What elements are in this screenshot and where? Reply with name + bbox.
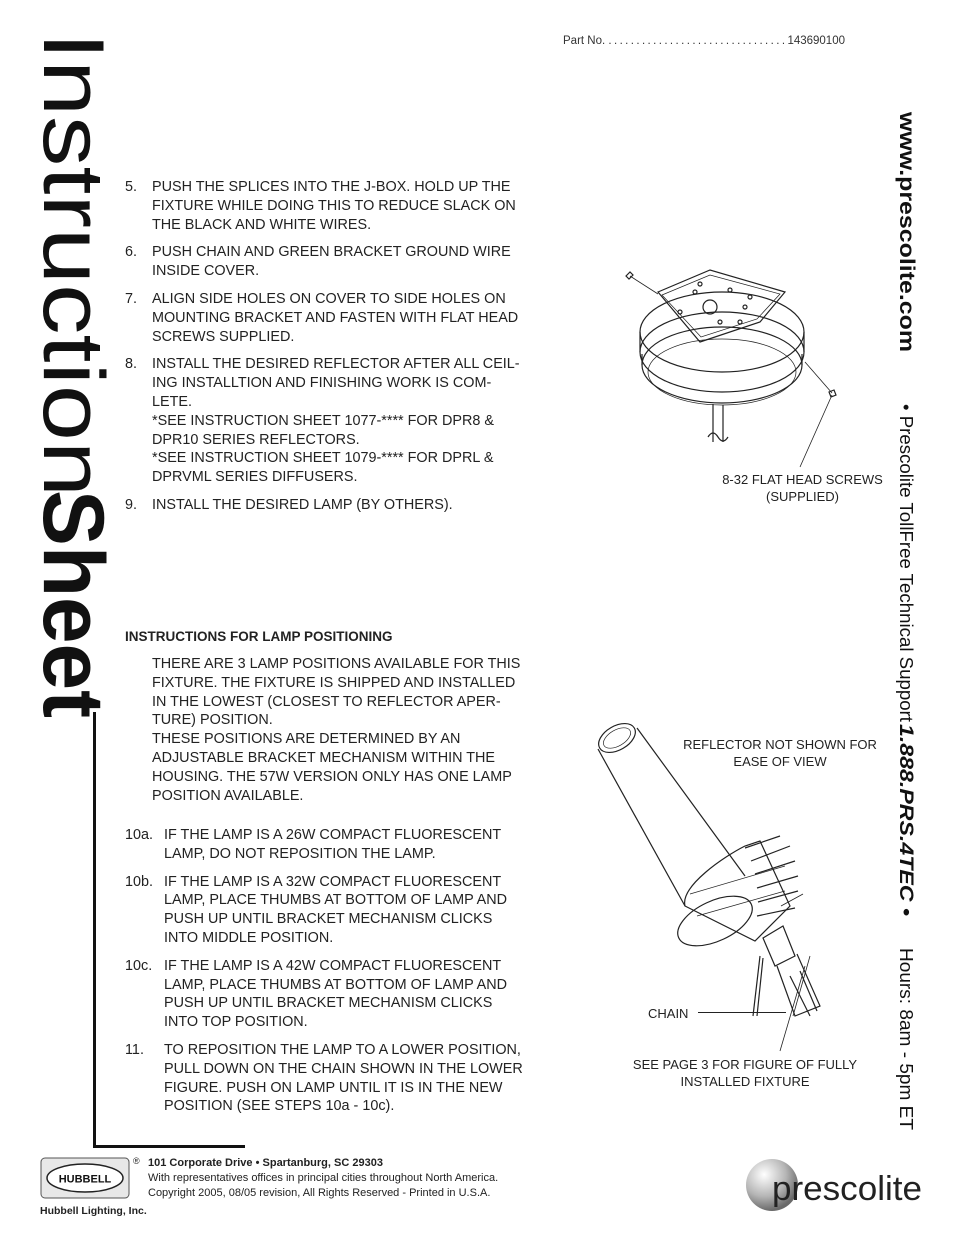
- section-heading: INSTRUCTIONS FOR LAMP POSITIONING: [125, 629, 393, 644]
- step-number: 8.: [125, 356, 138, 373]
- title-light: Instruction: [25, 32, 121, 429]
- company-address: 101 Corporate Drive • Spartanburg, SC 29303: [148, 1157, 383, 1169]
- title-vertical-rule: [93, 712, 96, 1148]
- representatives-text: With representatives offices in principal cities throughout North America.: [148, 1172, 499, 1184]
- contact-vertical: [893, 112, 938, 1132]
- svg-text:Sheet: [25, 490, 121, 725]
- support-prefix: • Prescolite TollFree Technical Support: [896, 404, 916, 711]
- screws-caption: 8-32 FLAT HEAD SCREWS (SUPPLIED): [722, 472, 883, 504]
- step-number: 10a.: [125, 827, 154, 843]
- svg-text:Instruction: [25, 32, 121, 497]
- list-item: [125, 178, 565, 234]
- list-item: [125, 826, 570, 864]
- registered-mark: ®: [133, 1156, 140, 1166]
- instruction-sheet-title: [18, 30, 121, 725]
- step-text: IF THE LAMP IS A 26W COMPACT FLUORESCENT LAMP, DO NOT REPOSITION THE LAMP.: [164, 827, 502, 862]
- step-number: 5.: [125, 179, 138, 195]
- reflector-caption: REFLECTOR NOT SHOWN FOR EASE OF VIEW: [683, 737, 877, 769]
- step-number: 7.: [125, 290, 138, 307]
- step-text: ALIGN SIDE HOLES ON COVER TO SIDE HOLES ON MOUNTING BRACKET AND FASTEN WITH FLAT HEAD SCREWS SUPPLIED.: [152, 290, 519, 345]
- step-number: 9.: [125, 496, 138, 513]
- list-item: [125, 873, 570, 948]
- list-item: [125, 957, 570, 1032]
- prescolite-logo-text: prescolite: [772, 1170, 922, 1208]
- step-number: 6.: [125, 244, 138, 261]
- phone-number: 1.888.PRS.4TEC •: [895, 724, 916, 882]
- lamp-steps-list: [125, 826, 570, 1125]
- housing-figure: [600, 262, 860, 467]
- part-number-line: [563, 35, 845, 47]
- prescolite-logo: [742, 1155, 932, 1219]
- list-item: [125, 355, 565, 487]
- step-text: IF THE LAMP IS A 42W COMPACT FLUORESCENT LAMP, PLACE THUMBS AT BOTTOM OF LAMP AND PUSH UP UNTIL BRACKET MECHANISM CLICKS INTO TOP POSITION.: [164, 957, 508, 1031]
- see-page-caption: SEE PAGE 3 FOR FIGURE OF FULLY INSTALLED FIXTURE: [632, 1057, 858, 1089]
- list-item: [125, 243, 565, 281]
- hours: Hours: 8am - 5pm ET: [896, 948, 916, 1121]
- list-item: [125, 1041, 570, 1116]
- step-text: INSTALL THE DESIRED LAMP (BY OTHERS).: [152, 496, 453, 513]
- title-horizontal-rule: [93, 1145, 245, 1148]
- step-text: IF THE LAMP IS A 32W COMPACT FLUORESCENT LAMP, PLACE THUMBS AT BOTTOM OF LAMP AND PUSH UP UNTIL BRACKET MECHANISM CLICKS INTO MIDDLE POSITION.: [164, 873, 508, 946]
- list-item: [125, 496, 565, 515]
- chain-label: CHAIN: [648, 1006, 689, 1021]
- steps-list: [125, 178, 565, 524]
- part-number: 143690100: [787, 35, 845, 47]
- step-number: 10b.: [125, 873, 154, 890]
- step-number: 10c.: [125, 957, 153, 974]
- chain-leader-line: [698, 1012, 786, 1013]
- step-text: INSTALL THE DESIRED REFLECTOR AFTER ALL CEIL- ING INSTALLTION AND FINISHING WORK IS COM- LETE. *SEE INSTRUCTION SHEET 1077-**** FOR DPR8 & DPR10 SERIES REFLECTORS. *SEE INSTRUCTION SHEET 1079-**** FOR DPRL & DPRVML SERIES DIFFUSERS.: [152, 356, 520, 486]
- hubbell-logo: [40, 1157, 130, 1199]
- step-text: PUSH THE SPLICES INTO THE J-BOX. HOLD UP THE FIXTURE WHILE DOING THIS TO REDUCE SLACK ON THE BLACK AND WHITE WIRES.: [152, 179, 516, 233]
- lamp-intro-text: THERE ARE 3 LAMP POSITIONS AVAILABLE FOR THIS FIXTURE. THE FIXTURE IS SHIPPED AND INSTALLED IN THE LOWEST (CLOSEST TO REFLECTOR APER- TURE) POSITION. THESE POSITIONS ARE DETERMINED BY AN ADJUSTABLE BRACKET MECHANISM WITHIN THE HOUSING. THE 57W VERSION ONLY HAS ONE LAMP POSITION AVAILABLE.: [152, 656, 521, 804]
- part-label: Part No.: [563, 35, 606, 47]
- step-text: TO REPOSITION THE LAMP TO A LOWER POSITION, PULL DOWN ON THE CHAIN SHOWN IN THE LOWER FIGURE. PUSH ON LAMP UNTIL IT IS IN THE NEW POSITION (SEE STEPS 10a - 10c).: [164, 1041, 523, 1115]
- hubbell-company: Hubbell Lighting, Inc.: [40, 1205, 147, 1217]
- step-number: 11.: [125, 1041, 144, 1058]
- website: www.prescolite.com: [895, 112, 918, 315]
- hubbell-logo-text: HUBBELL: [58, 1173, 112, 1186]
- copyright-text: Copyright 2005, 08/05 revision, All Rights Reserved - Printed in U.S.A.: [148, 1187, 491, 1199]
- list-item: [125, 290, 565, 346]
- part-dots: ................................: [608, 35, 788, 47]
- title-bold: Sheet: [25, 490, 121, 725]
- step-text: PUSH CHAIN AND GREEN BRACKET GROUND WIRE INSIDE COVER.: [152, 244, 511, 280]
